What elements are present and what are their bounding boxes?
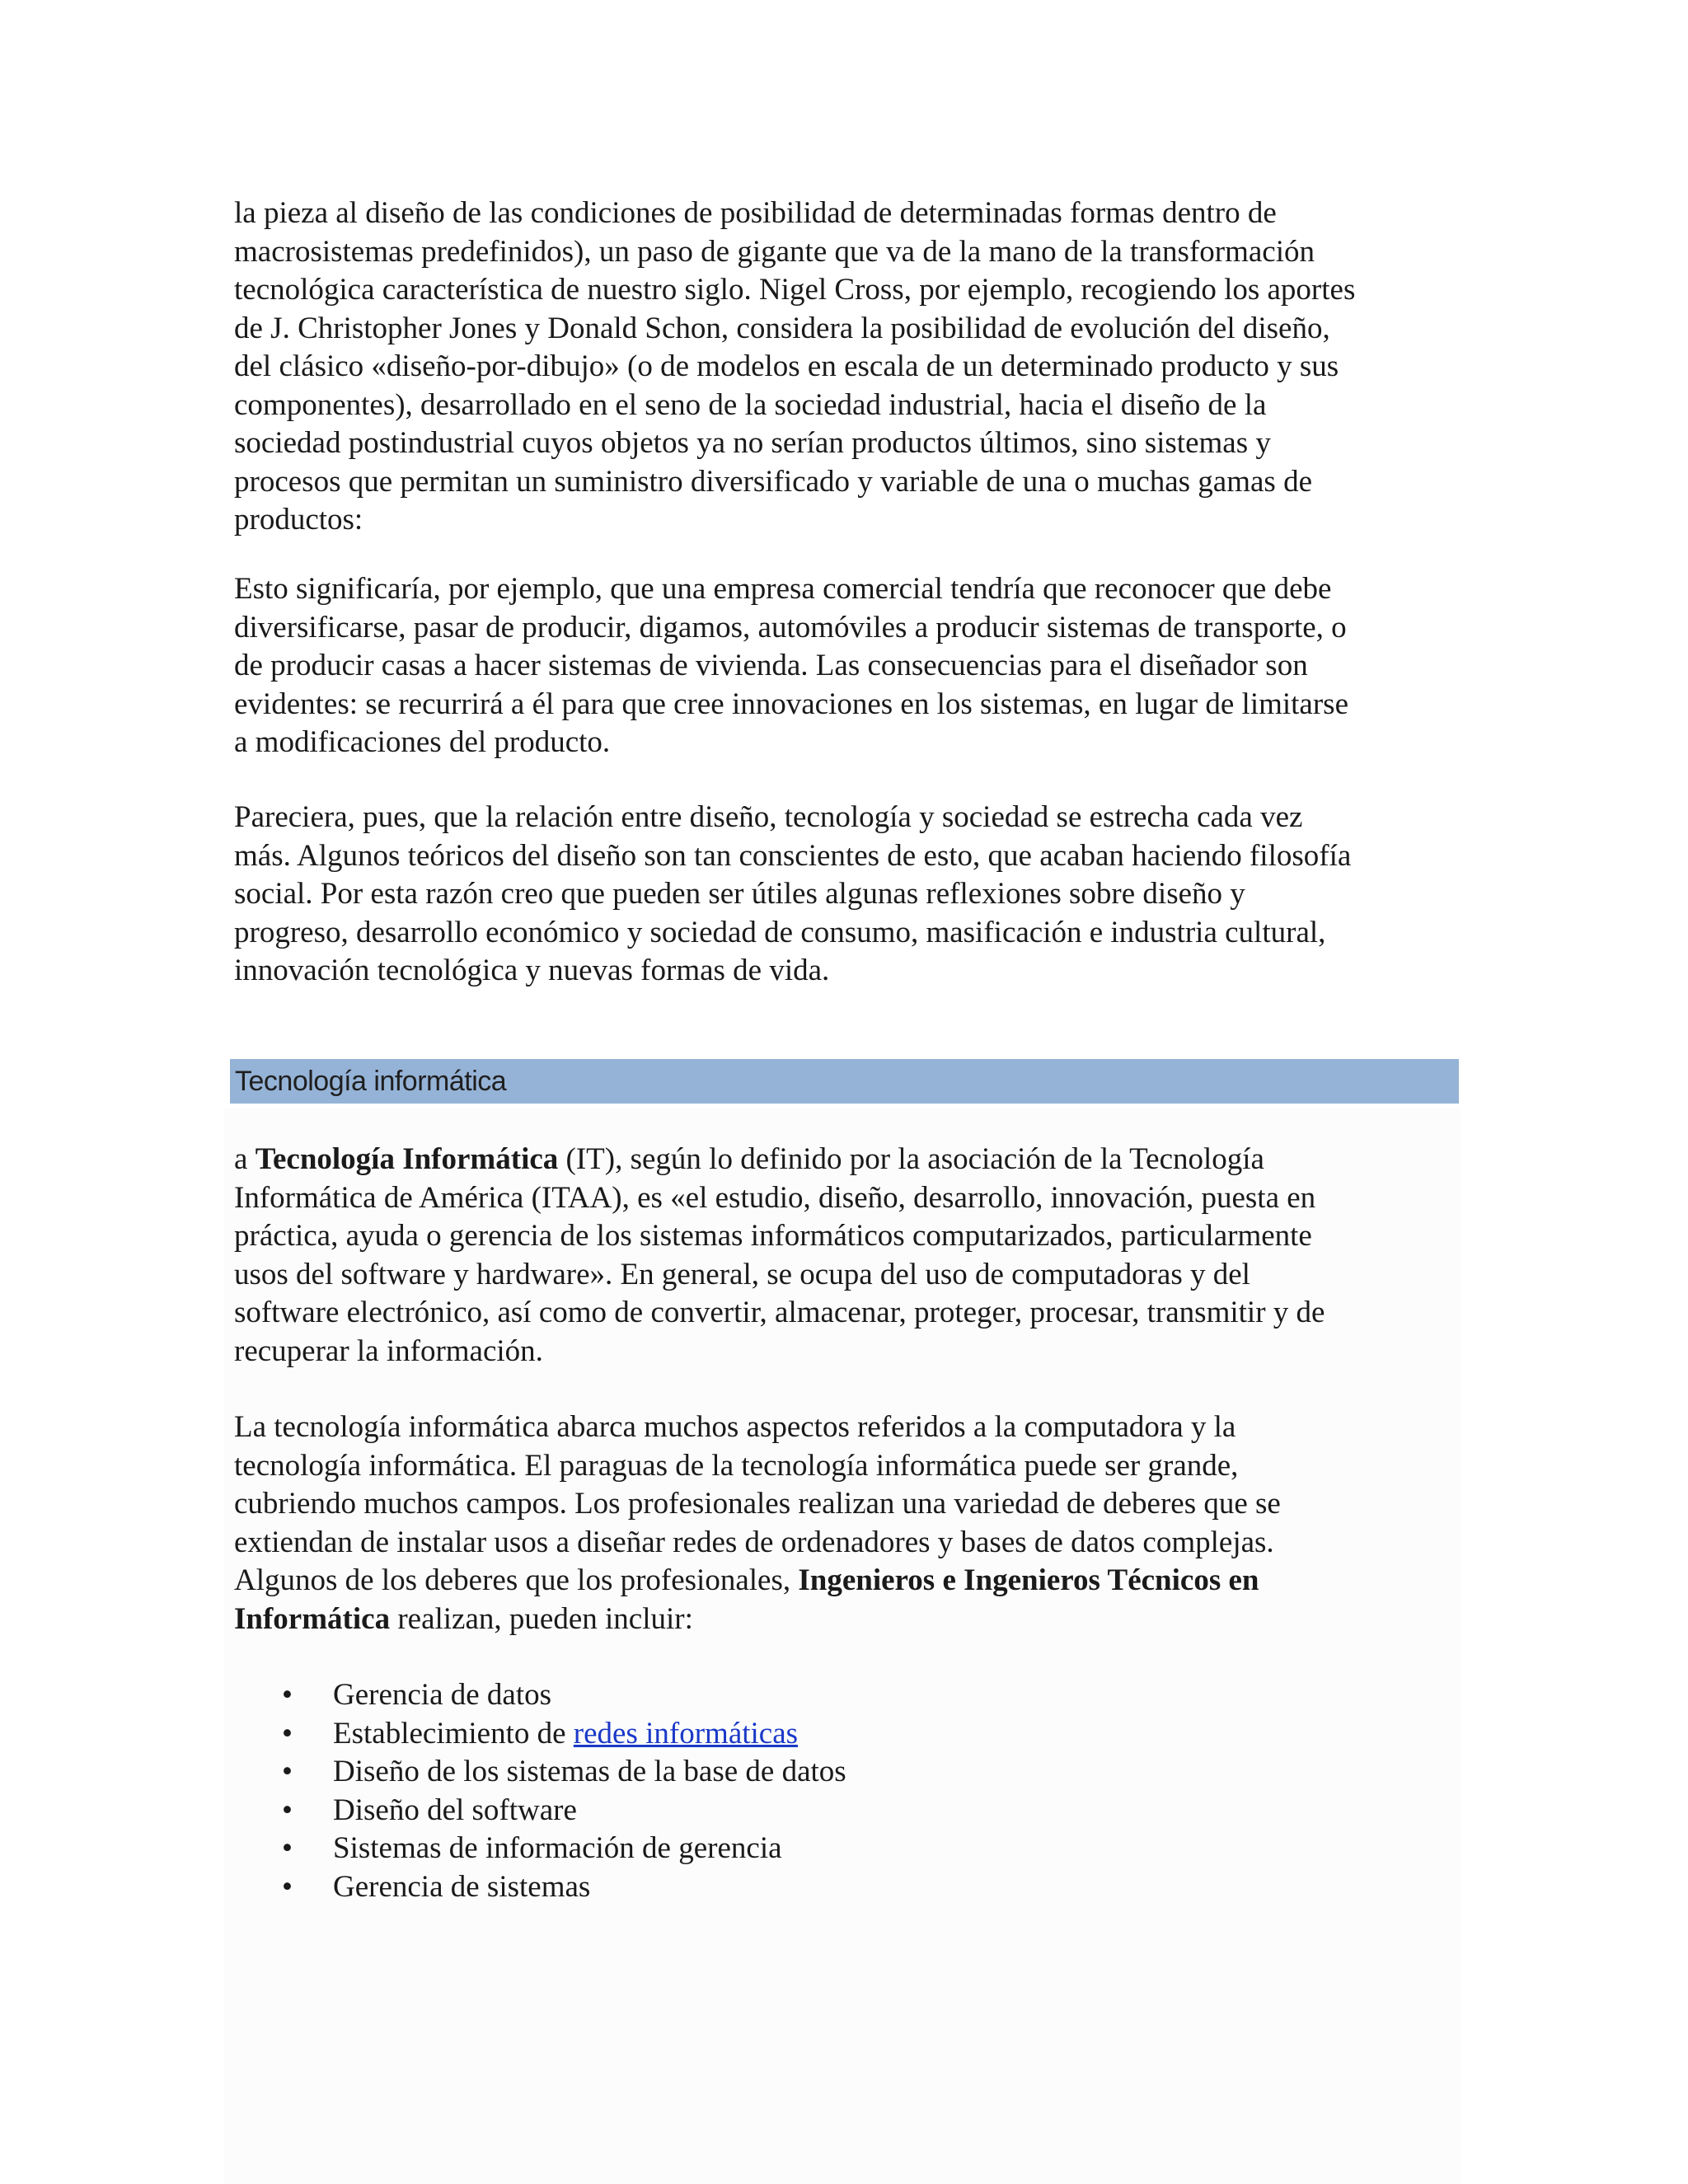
paragraph-line: tecnológica característica de nuestro siglo. Nigel Cross, por ejemplo, recogiendo los aportes	[234, 273, 1356, 307]
paragraph-line	[234, 1141, 1454, 1179]
paragraph-quote-systems	[234, 570, 1454, 762]
paragraph-line: progreso, desarrollo económico y sociedad de consumo, masificación e industria cultural,	[234, 915, 1326, 949]
list-item	[234, 1715, 1454, 1754]
paragraph-line	[234, 1601, 1454, 1639]
paragraph-line: más. Algunos teóricos del diseño son tan conscientes de esto, que acaban haciendo filosofía	[234, 838, 1352, 873]
paragraph-line: extiendan de instalar usos a diseñar redes de ordenadores y bases de datos complejas.	[234, 1525, 1274, 1559]
list-item: • Diseño de los sistemas de la base de datos	[234, 1753, 1454, 1792]
paragraph-design-society	[234, 799, 1454, 991]
section-heading-bar	[230, 1059, 1459, 1104]
paragraph-line: evidentes: se recurrirá a él para que cree innovaciones en los sistemas, en lugar de limitarse	[234, 687, 1348, 721]
paragraph-line: macrosistemas predefinidos), un paso de gigante que va de la mano de la transformación	[234, 234, 1315, 269]
list-item-text: Establecimiento de	[333, 1716, 574, 1750]
paragraph-text: a	[234, 1142, 256, 1176]
bold-term: Ingenieros e Ingenieros Técnicos en	[798, 1563, 1259, 1597]
paragraph-line: tecnología informática. El paraguas de la tecnología informática puede ser grande,	[234, 1448, 1239, 1483]
paragraph-text: Algunos de los deberes que los profesionales,	[234, 1563, 799, 1597]
paragraph-line	[234, 1562, 1454, 1601]
paragraph-line: Esto significaría, por ejemplo, que una empresa comercial tendría que reconocer que debe	[234, 572, 1332, 606]
paragraph-text: (IT), según lo definido por la asociación de la Tecnología	[558, 1142, 1264, 1176]
redes-informaticas-link[interactable]: redes informáticas	[573, 1716, 799, 1750]
paragraph-line: social. Por esta razón creo que pueden ser útiles algunas reflexiones sobre diseño y	[234, 877, 1245, 911]
duties-bullet-list	[234, 1676, 1454, 1906]
paragraph-line: práctica, ayuda o gerencia de los sistemas informáticos computarizados, particularmente	[234, 1219, 1312, 1253]
list-item: • Gerencia de sistemas	[234, 1868, 1454, 1907]
paragraph-line: componentes), desarrollado en el seno de la sociedad industrial, hacia el diseño de la	[234, 387, 1267, 422]
paragraph-line: a modificaciones del producto.	[234, 725, 611, 759]
paragraph-line: productos:	[234, 503, 363, 537]
paragraph-line: recuperar la información.	[234, 1333, 543, 1368]
paragraph-line: de J. Christopher Jones y Donald Schon, considera la posibilidad de evolución del diseño,	[234, 311, 1330, 345]
paragraph-line: del clásico «diseño-por-dibujo» (o de modelos en escala de un determinado producto y sus	[234, 349, 1339, 383]
paragraph-it-definition	[234, 1141, 1454, 1371]
paragraph-line: diversificarse, pasar de producir, digamos, automóviles a producir sistemas de transporte, o	[234, 610, 1347, 644]
paragraph-design-evolution	[234, 194, 1454, 540]
section-title: Tecnología informática	[235, 1066, 507, 1097]
paragraph-line: Pareciera, pues, que la relación entre diseño, tecnología y sociedad se estrecha cada vez	[234, 800, 1303, 834]
bold-term: Informática	[234, 1601, 391, 1636]
paragraph-line: La tecnología informática abarca muchos aspectos referidos a la computadora y la	[234, 1410, 1236, 1444]
paragraph-line: software electrónico, así como de convertir, almacenar, proteger, procesar, transmitir y de	[234, 1296, 1325, 1329]
list-item: • Sistemas de información de gerencia	[234, 1830, 1454, 1868]
paragraph-line: cubriendo muchos campos. Los profesionales realizan una variedad de deberes que se	[234, 1487, 1281, 1521]
paragraph-line: Informática de América (ITAA), es «el estudio, diseño, desarrollo, innovación, puesta en	[234, 1180, 1316, 1215]
paragraph-line: sociedad postindustrial cuyos objetos ya no serían productos últimos, sino sistemas y	[234, 426, 1271, 460]
paragraph-it-scope	[234, 1408, 1454, 1638]
paragraph-text: realizan, pueden incluir:	[390, 1601, 693, 1636]
paragraph-line: usos del software y hardware». En general, se ocupa del uso de computadoras y del	[234, 1257, 1250, 1291]
paragraph-line: procesos que permitan un suministro diversificado y variable de una o muchas gamas de	[234, 464, 1312, 499]
paragraph-line: la pieza al diseño de las condiciones de posibilidad de determinadas formas dentro de	[234, 196, 1277, 230]
list-item: • Diseño del software	[234, 1792, 1454, 1830]
list-item: • Gerencia de datos	[234, 1676, 1454, 1715]
paragraph-line: innovación tecnológica y nuevas formas de vida.	[234, 954, 830, 987]
bold-term: Tecnología Informática	[255, 1142, 559, 1176]
paragraph-line: de producir casas a hacer sistemas de vivienda. Las consecuencias para el diseñador son	[234, 649, 1308, 682]
